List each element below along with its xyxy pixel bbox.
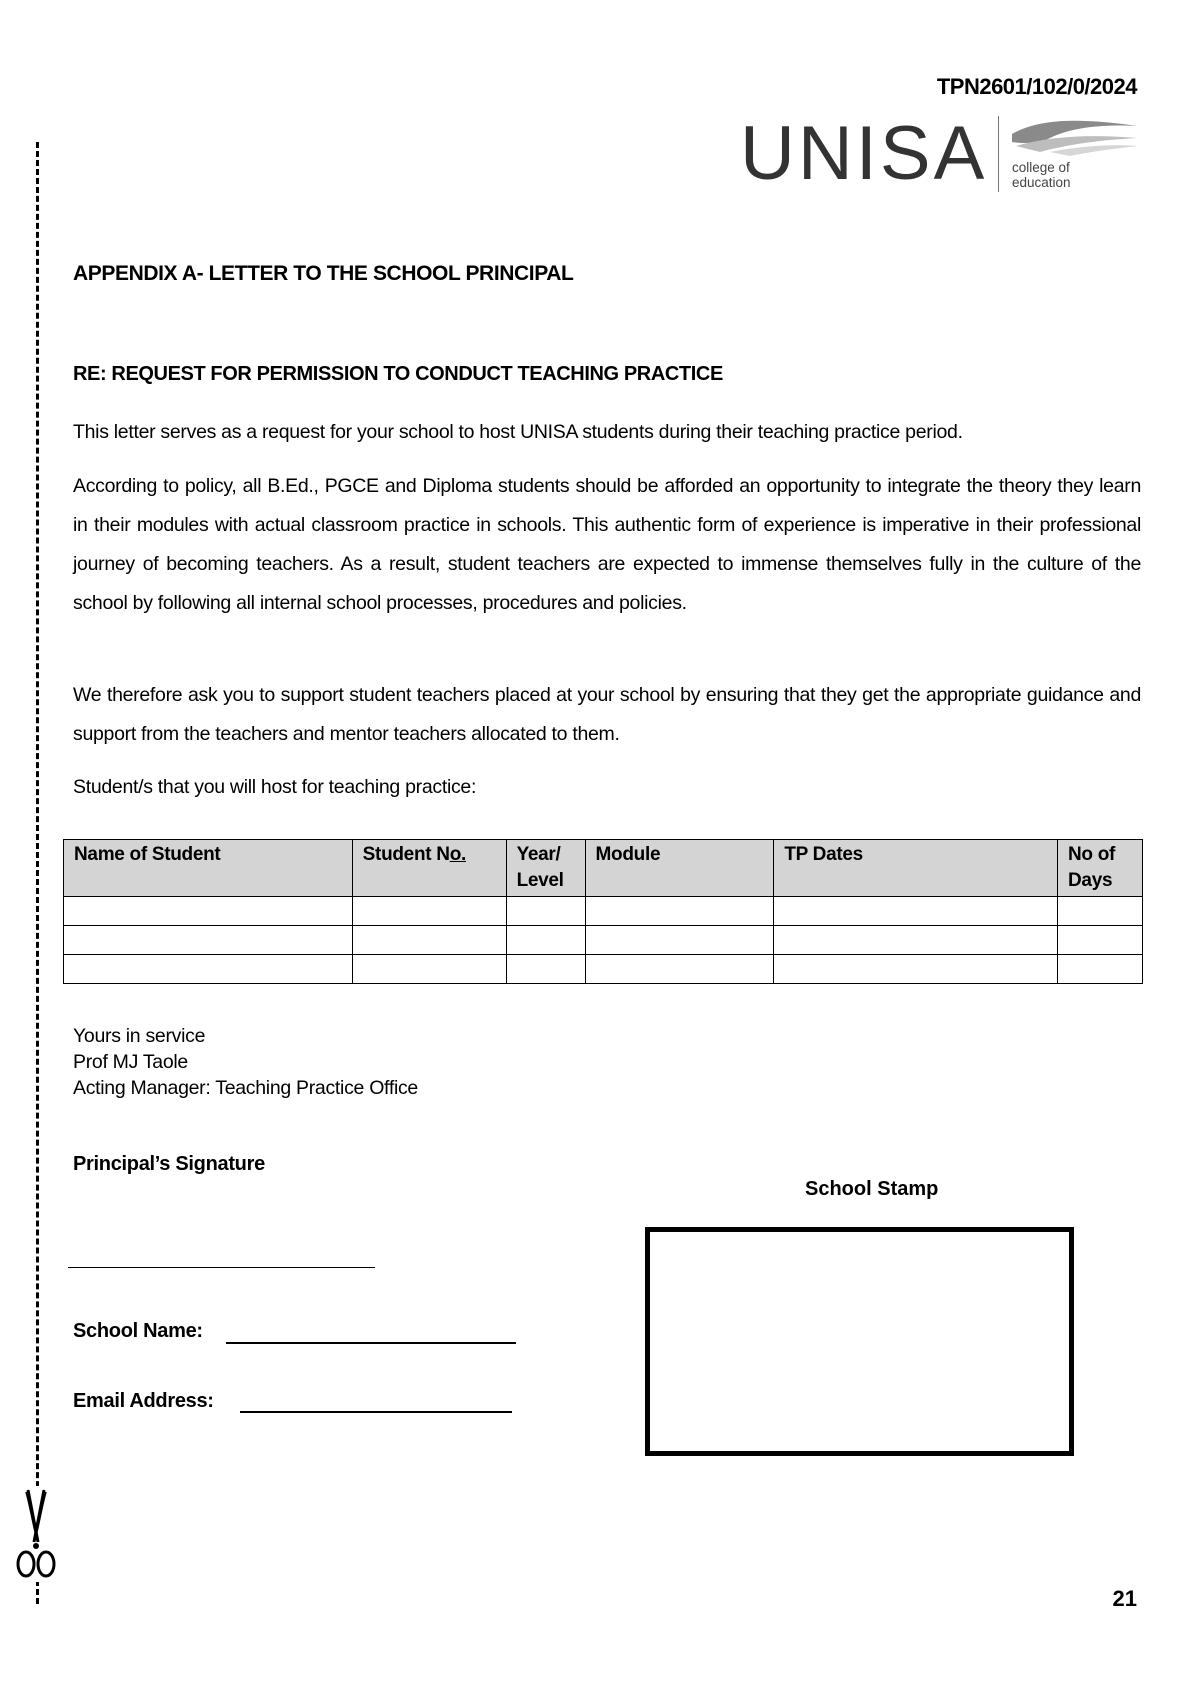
- table-cell[interactable]: [352, 955, 506, 984]
- table-cell[interactable]: [585, 955, 774, 984]
- table-cell[interactable]: [64, 897, 353, 926]
- email-address-label: Email Address:: [73, 1390, 214, 1412]
- paragraph-policy: According to policy, all B.Ed., PGCE and Diploma students should be afforded an opportunity to integrate the theory they learn in their modules with actual classroom practice in schools. This authentic form of experience is imperative in their professional journey of becoming teachers. As a result, student teachers are expected to immense themselves fully in the culture of the school by following all internal school processes, procedures and policies.: [73, 475, 1141, 614]
- school-name-field[interactable]: [226, 1342, 516, 1344]
- appendix-title: APPENDIX A- LETTER TO THE SCHOOL PRINCIPAL: [73, 262, 574, 285]
- col-header-year-level: Year/ Level: [506, 840, 585, 897]
- table-cell[interactable]: [774, 897, 1058, 926]
- table-cell[interactable]: [506, 926, 585, 955]
- school-stamp-box: [645, 1227, 1074, 1456]
- table-cell[interactable]: [506, 955, 585, 984]
- school-name-label: School Name:: [73, 1320, 203, 1342]
- table-cell[interactable]: [64, 955, 353, 984]
- table-cell[interactable]: [1058, 897, 1143, 926]
- col-header-no-of-days: No of Days: [1058, 840, 1143, 897]
- paragraph-support: We therefore ask you to support student teachers placed at your school by ensuring that they get the appropriate guidance and support from the teachers and mentor teachers allocated to them.: [73, 684, 1141, 745]
- table-header-row: [64, 840, 1143, 897]
- students-table: [63, 839, 1143, 984]
- col-header-student-no: Student No.: [352, 840, 506, 897]
- paragraph-students-intro: Student/s that you will host for teaching practice:: [73, 776, 477, 798]
- principal-signature-label: Principal’s Signature: [73, 1153, 265, 1175]
- unisa-logo: [740, 111, 1140, 196]
- cut-line: [36, 142, 39, 1604]
- logo-wordmark: UNISA: [740, 111, 988, 196]
- paragraph-intro: This letter serves as a request for your school to host UNISA students during their teaching practice period.: [73, 421, 963, 443]
- table-row: [64, 897, 1143, 926]
- page-number: 21: [1112, 1586, 1137, 1611]
- table-cell[interactable]: [1058, 926, 1143, 955]
- table-cell[interactable]: [1058, 955, 1143, 984]
- signatory-name: Prof MJ Taole: [73, 1051, 188, 1073]
- col-header-module: Module: [585, 840, 774, 897]
- document-reference: TPN2601/102/0/2024: [936, 74, 1137, 99]
- signature-line[interactable]: [68, 1267, 375, 1268]
- subject-line: RE: REQUEST FOR PERMISSION TO CONDUCT TEACHING PRACTICE: [73, 363, 723, 385]
- table-cell[interactable]: [585, 897, 774, 926]
- logo-wave-icon: [1010, 116, 1140, 158]
- table-row: [64, 926, 1143, 955]
- logo-subtitle: college of education: [1012, 160, 1071, 190]
- table-cell[interactable]: [352, 897, 506, 926]
- col-header-tp-dates: TP Dates: [774, 840, 1058, 897]
- table-row: [64, 955, 1143, 984]
- table-cell[interactable]: [352, 926, 506, 955]
- table-cell[interactable]: [774, 926, 1058, 955]
- table-cell[interactable]: [585, 926, 774, 955]
- signatory-title: Acting Manager: Teaching Practice Office: [73, 1077, 418, 1099]
- logo-divider: [998, 116, 999, 192]
- col-header-name: Name of Student: [64, 840, 353, 897]
- school-stamp-label: School Stamp: [805, 1178, 939, 1200]
- email-address-field[interactable]: [240, 1411, 512, 1413]
- closing-block: [73, 1023, 418, 1101]
- table-cell[interactable]: [774, 955, 1058, 984]
- scissors-icon: [14, 1486, 58, 1582]
- closing-salutation: Yours in service: [73, 1025, 206, 1047]
- table-cell[interactable]: [64, 926, 353, 955]
- table-cell[interactable]: [506, 897, 585, 926]
